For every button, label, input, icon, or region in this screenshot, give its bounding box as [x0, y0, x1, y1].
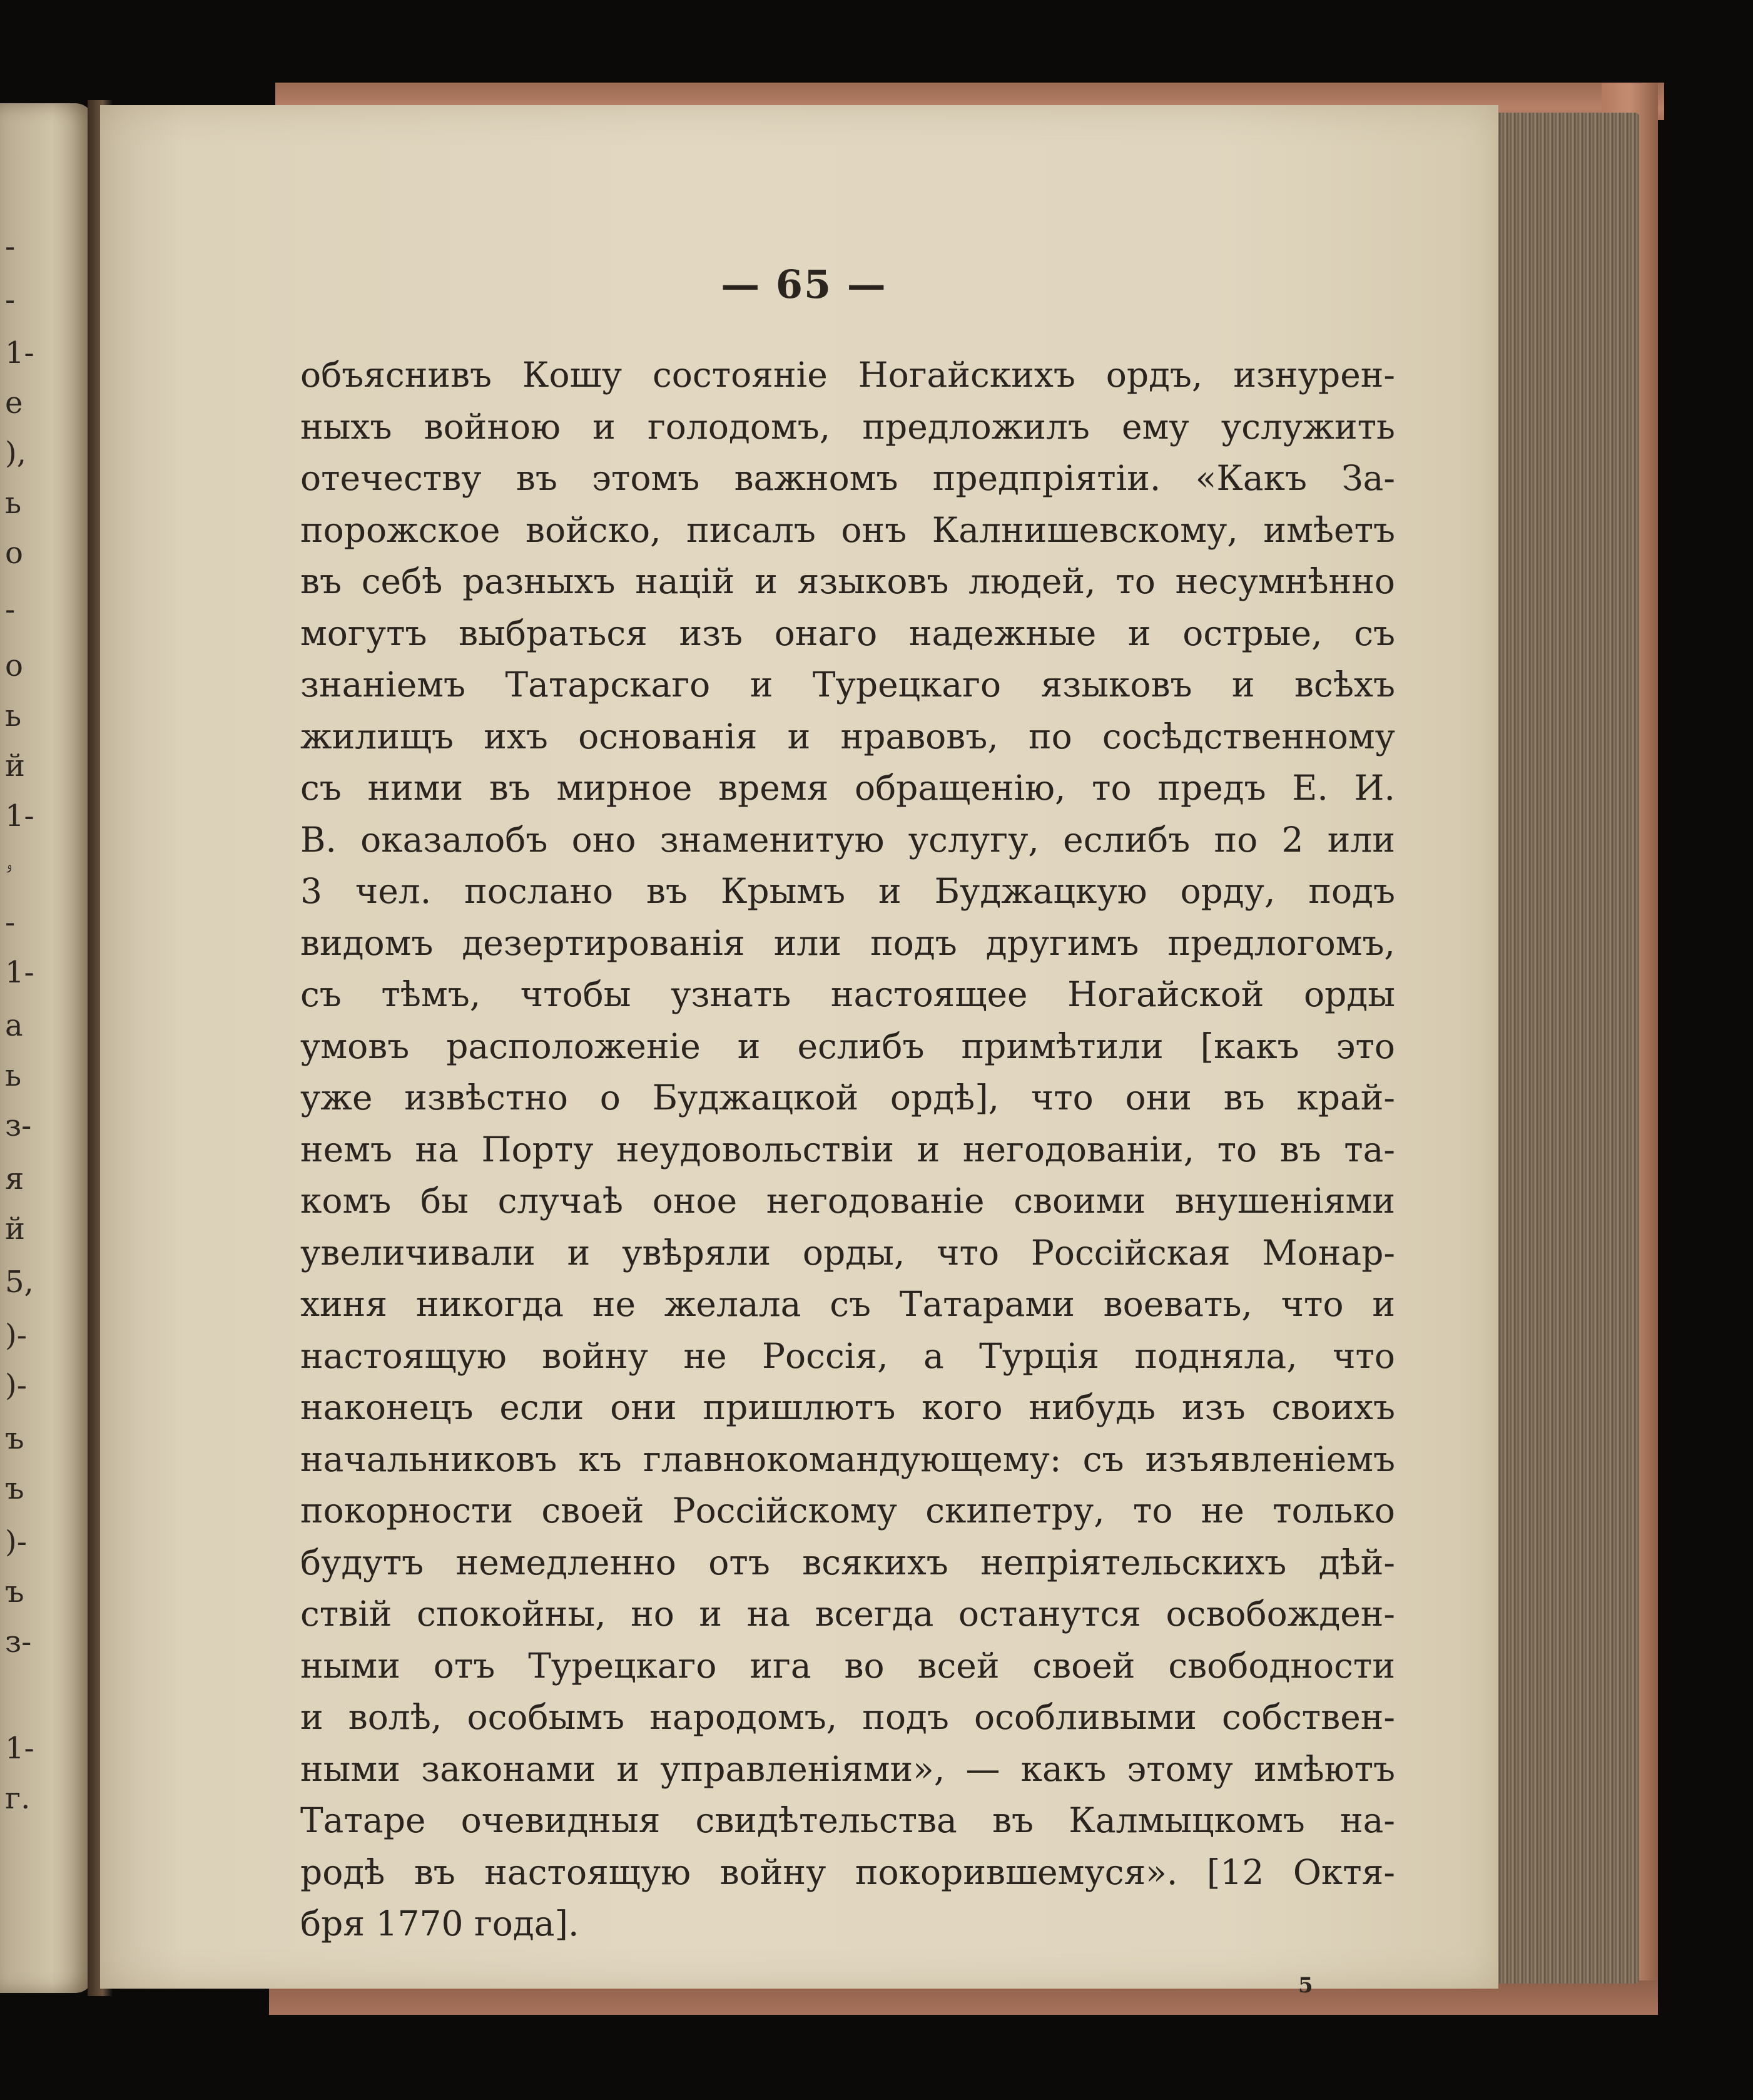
previous-page-fragment: е: [5, 385, 23, 421]
previous-page-fragment: ь: [5, 698, 22, 733]
text-line: хиня никогда не желала съ Татарами воевать, что и: [300, 1284, 1395, 1324]
previous-page-fragment: 1-: [5, 335, 34, 370]
previous-page-fragment: -: [5, 592, 16, 627]
text-line: бря 1770 года].: [300, 1904, 579, 1944]
text-line: немъ на Порту неудовольствіи и негодованіи, то въ та-: [300, 1129, 1395, 1170]
text-line: комъ бы случаѣ оное негодованіе своими внушеніями: [300, 1181, 1395, 1221]
book-page: [100, 105, 1498, 1998]
text-line: ныхъ войною и голодомъ, предложилъ ему услужить: [300, 406, 1395, 447]
page-number: — 65 —: [721, 262, 887, 307]
text-line: и волѣ, особымъ народомъ, подъ особливыми собствен-: [300, 1697, 1395, 1737]
page-body-text: [300, 349, 1395, 1950]
previous-page-text-fragments: [0, 103, 94, 1993]
text-line: могутъ выбраться изъ онаго надежные и острые, съ: [300, 613, 1395, 653]
text-line: начальниковъ къ главнокомандующему: съ изъявленіемъ: [300, 1439, 1395, 1479]
previous-page-fragment: ь: [5, 1058, 22, 1093]
previous-page-fragment: -: [5, 229, 16, 264]
text-line: уже извѣстно о Буджацкой ордѣ], что они въ край-: [300, 1078, 1395, 1118]
previous-page-fragment: 5,: [5, 1265, 34, 1300]
signature-mark: 5: [1298, 1973, 1313, 1998]
text-line: настоящую войну не Россія, а Турція подняла, что: [300, 1335, 1395, 1376]
previous-page-fragment: 1-: [5, 798, 34, 833]
previous-page-fragment: з-: [5, 1624, 32, 1659]
previous-page-fragment: з-: [5, 1108, 32, 1143]
text-line: въ себѣ разныхъ націй и языковъ людей, то несумнѣнно: [300, 561, 1395, 601]
text-line: будутъ немедленно отъ всякихъ непріятельскихъ дѣй-: [300, 1542, 1395, 1583]
text-line: В. оказалобъ оно знаменитую услугу, еслибъ по 2 или: [300, 819, 1395, 860]
text-line: жилищъ ихъ основанія и нравовъ, по сосѣдственному: [300, 716, 1395, 757]
text-line: отечеству въ этомъ важномъ предпріятіи. «Какъ За-: [300, 458, 1395, 498]
previous-page-fragment: )-: [5, 1318, 27, 1353]
text-line: покорности своей Россійскому скипетру, то не только: [300, 1491, 1395, 1531]
text-line: умовъ расположеніе и еслибъ примѣтили [какъ это: [300, 1026, 1395, 1066]
previous-page-fragment: 1-: [5, 1731, 34, 1766]
previous-page-sliver: [0, 103, 94, 1993]
previous-page-fragment: -: [5, 905, 16, 940]
text-line: знаніемъ Татарскаго и Турецкаго языковъ и всѣхъ: [300, 665, 1395, 705]
previous-page-fragment: ),: [5, 436, 26, 471]
text-line: ствій спокойны, но и на всегда останутся освобожден-: [300, 1594, 1395, 1634]
text-line: увеличивали и увѣряли орды, что Россійская Монар-: [300, 1232, 1395, 1273]
previous-page-fragment: й: [5, 1211, 25, 1246]
previous-page-fragment: й: [5, 748, 25, 783]
previous-page-fragment: о: [5, 648, 23, 683]
previous-page-fragment: г.: [5, 1781, 31, 1816]
text-line: съ ними въ мирное время обращенію, то предъ Е. И.: [300, 768, 1395, 808]
previous-page-fragment: ъ: [5, 1574, 24, 1609]
previous-page-fragment: ь: [5, 486, 22, 521]
text-line: наконецъ если они пришлютъ кого нибудь изъ своихъ: [300, 1387, 1395, 1427]
previous-page-fragment: 1-: [5, 955, 34, 990]
text-line: Татаре очевидныя свидѣтельства въ Калмыцкомъ на-: [300, 1800, 1395, 1840]
text-line: ными отъ Турецкаго ига во всей своей свободности: [300, 1645, 1395, 1686]
text-line: ными законами и управленіями», — какъ этому имѣютъ: [300, 1748, 1395, 1789]
text-line: объяснивъ Кошу состояніе Ногайскихъ ордъ, изнурен-: [300, 355, 1395, 395]
previous-page-fragment: о: [5, 536, 23, 571]
previous-page-fragment: )-: [5, 1524, 27, 1559]
previous-page-fragment: -: [5, 282, 16, 317]
previous-page-fragment: ъ: [5, 1471, 24, 1506]
previous-page-fragment: ъ: [5, 1421, 24, 1456]
text-line: порожское войско, писалъ онъ Калнишевскому, имѣетъ: [300, 509, 1395, 550]
text-line: 3 чел. послано въ Крымъ и Буджацкую орду, подъ: [300, 871, 1395, 911]
text-line: родѣ въ настоящую войну покорившемуся». [12 Октя-: [300, 1852, 1395, 1892]
text-line: съ тѣмъ, чтобы узнать настоящее Ногайской орды: [300, 974, 1395, 1014]
previous-page-fragment: а: [5, 1008, 23, 1043]
previous-page-fragment: ۥ: [5, 852, 13, 887]
previous-page-fragment: )-: [5, 1368, 27, 1403]
previous-page-fragment: я: [5, 1161, 24, 1196]
text-line: видомъ дезертированія или подъ другимъ предлогомъ,: [300, 922, 1395, 963]
page-block-fore-edge: [1492, 113, 1639, 1984]
